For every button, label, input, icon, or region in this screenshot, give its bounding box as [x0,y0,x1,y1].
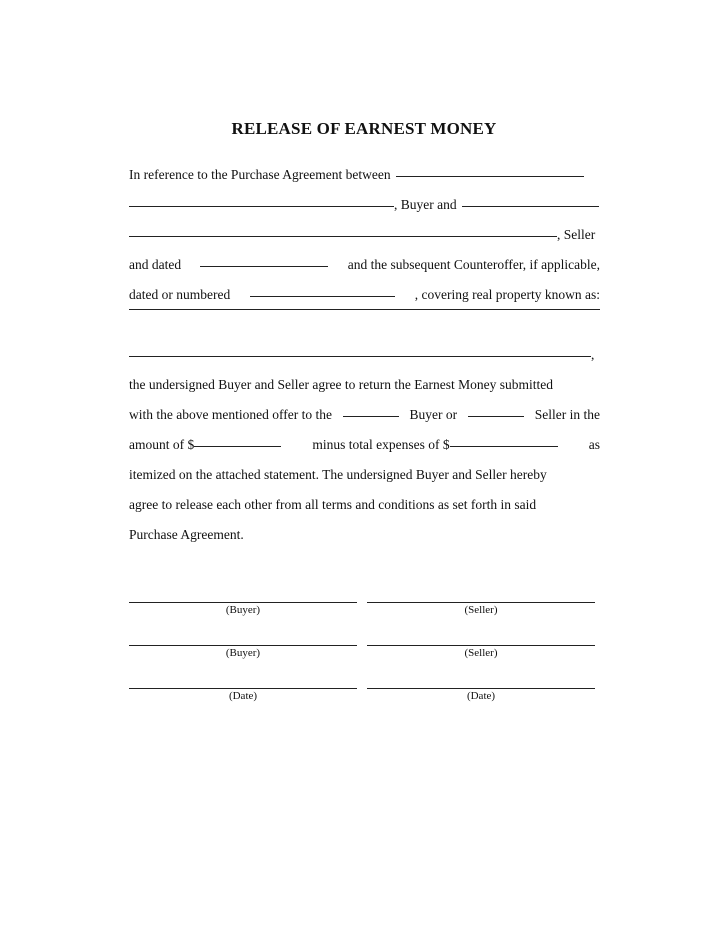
blank-seller-name-1[interactable] [462,205,599,207]
blank-date[interactable] [200,265,328,267]
blank-buyer-amount[interactable] [343,415,399,417]
blank-counteroffer-number[interactable] [250,295,395,297]
buyer-label: (Buyer) [225,604,261,616]
document-title: RELEASE OF EARNEST MONEY [231,119,497,138]
body-line-6 [129,310,600,340]
text-buyer-and: , Buyer and [394,197,457,212]
text-purchase-agreement: Purchase Agreement. [129,527,244,542]
text-and-dated: and dated [129,257,182,272]
seller-label: (Seller) [464,604,498,616]
signature-block [129,601,598,730]
body-line-10 [129,430,600,460]
body-line-1 [129,160,600,190]
signature-row-buyer-2 [129,644,598,687]
seller-date-line[interactable] [367,687,595,689]
text-dated-or-numbered: dated or numbered [129,287,231,302]
signature-row-date [129,687,598,730]
blank-parties[interactable] [396,175,584,177]
amount-group [129,430,281,460]
buyer-signature-line[interactable] [129,601,357,603]
text-seller-in-the: Seller in the [534,407,600,422]
text-as: as [588,437,600,452]
body-line-12 [129,490,600,520]
body-line-4 [129,250,600,280]
text-seller: , Seller [557,227,596,242]
body-line-7 [129,340,600,370]
text-counteroffer: and the subsequent Counteroffer, if applicable, [347,257,600,272]
body-line-5 [129,280,600,310]
blank-property-line-2[interactable] [129,355,591,357]
text-agree-return: the undersigned Buyer and Seller agree to return the Earnest Money submitted [129,377,553,392]
body-line-11 [129,460,600,490]
blank-seller-amount[interactable] [468,415,524,417]
expenses-group [312,430,557,460]
body-line-3 [129,220,600,250]
blank-buyer-name[interactable] [129,205,394,207]
seller-signature-line[interactable] [367,601,595,603]
seller-date-label: (Date) [466,690,496,702]
seller-label-2: (Seller) [464,647,498,659]
blank-property-line-1[interactable] [129,308,600,310]
body-line-2 [129,190,600,220]
text-itemized: itemized on the attached statement. The undersigned Buyer and Seller hereby [129,467,547,482]
document-body [129,160,600,550]
text-amount-of: amount of $ [129,437,195,452]
body-line-8 [129,370,600,400]
text-purchase-agreement-ref: In reference to the Purchase Agreement between [129,167,391,182]
blank-expenses[interactable] [450,445,558,447]
text-offer-to: with the above mentioned offer to the [129,407,332,422]
text-comma: , [591,347,595,362]
text-buyer-or: Buyer or [409,407,458,422]
seller-signature-line-2[interactable] [367,644,595,646]
buyer-label-2: (Buyer) [225,647,261,659]
blank-seller-name-2[interactable] [129,235,557,237]
body-line-9 [129,400,600,430]
buyer-signature-line-2[interactable] [129,644,357,646]
body-line-13 [129,520,600,550]
buyer-date-label: (Date) [228,690,258,702]
text-covering-property: , covering real property known as: [414,287,600,302]
signature-row-buyer-1 [129,601,598,644]
buyer-date-line[interactable] [129,687,357,689]
text-agree-release: agree to release each other from all terms and conditions as set forth in said [129,497,537,512]
text-minus-expenses: minus total expenses of $ [312,437,450,452]
blank-amount[interactable] [194,445,281,447]
